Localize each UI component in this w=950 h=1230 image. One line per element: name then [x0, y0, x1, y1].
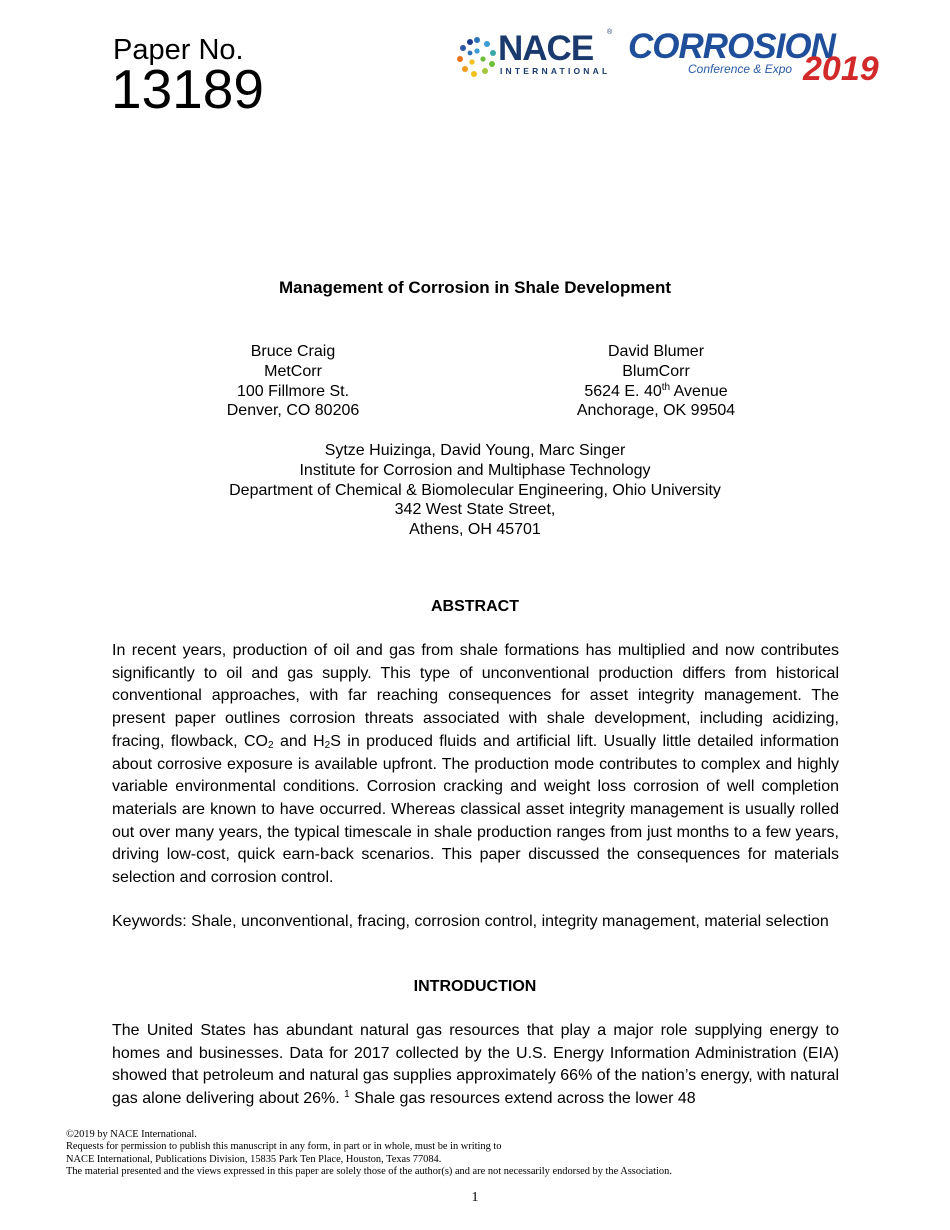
corrosion-logo-subtitle: Conference & Expo [688, 62, 793, 76]
footer-line: Requests for permission to publish this manuscript in any form, in part or in whole, must be in writing to [66, 1141, 502, 1153]
introduction-paragraph: The United States has abundant natural gas resources that play a major role supplying energy to homes and businesses. Data for 2017 collected by the U.S. Energy Information Administration (EIA) showed that petroleum and natural gas supplies approximately 66% of the nation’s energy, with natural gas alone delivering about 26%. $^1$ Shale gas resources extend across the lower 48 [112, 1022, 839, 1108]
keywords-paragraph: Keywords: Shale, unconventional, fracing, corrosion control, integrity management, material selection [112, 913, 829, 930]
abstract-paragraph: In recent years, production of oil and gas from shale formations has multiplied and now contributes significantly to oil and gas supply. This type of unconventional production differs from historical conventional approaches, with far reaching consequences for asset integrity management. The present paper outlines corrosion threats associated with shale development, including acidizing, fracing, flowback, $CO_2$ and $H_2S$ in produced fluids and artificial lift. Usually little detailed information about corrosive exposure is available upfront. The production mode contributes to complex and highly variable environmental conditions. Corrosion cracking and weight loss corrosion of well completion materials are known to have occurred. Whereas classical asset integrity management is usually rolled out over many years, the typical timescale in shale production ranges from just months to a few years, driving low-cost, quick earn-back scenarios. This paper discussed the consequences for materials selection and corrosion control. [112, 642, 840, 887]
author-company: MetCorr [264, 362, 322, 380]
author-block-right [556, 342, 756, 421]
introduction-heading: INTRODUCTION [413, 978, 537, 995]
author-street: 342 West State Street, [394, 501, 556, 519]
abstract-heading: ABSTRACT [431, 598, 519, 615]
corrosion-logo-text: CORROSION [628, 27, 835, 66]
author-city: Denver, CO 80206 [226, 402, 360, 420]
paper-number: 13189 [111, 58, 264, 120]
footer-line: The material presented and the views expressed in this paper are solely those of the author(s) and are not necessarily endorsed by the Association. [66, 1165, 672, 1177]
nace-logo-text: NACE [498, 29, 594, 68]
corrosion-logo-year: 2019 [803, 50, 879, 88]
author-street: 100 Fillmore St. [236, 382, 350, 400]
paper-title: Management of Corrosion in Shale Development [278, 278, 671, 297]
author-block-left [193, 342, 393, 421]
footer-line: ©2019 by NACE International. [66, 1129, 197, 1140]
reference-mark: 1 [344, 1089, 350, 1101]
nace-registered-mark: ® [607, 29, 613, 36]
author-institute: Institute for Corrosion and Multiphase Technology [299, 461, 651, 479]
author-department: Department of Chemical & Biomolecular Engineering, Ohio University [229, 481, 721, 499]
page-number: 1 [471, 1190, 479, 1205]
author-street: 5624 E. 40th Avenue [584, 381, 728, 400]
nace-logo-subtitle: INTERNATIONAL [500, 66, 611, 76]
paper-label: Paper No. [113, 34, 244, 66]
author-names: Sytze Huizinga, David Young, Marc Singer [324, 442, 626, 459]
author-block-group [150, 441, 800, 540]
footer-line: NACE International, Publications Division, 15835 Park Ten Place, Houston, Texas 77084. [66, 1153, 442, 1165]
author-company: BlumCorr [622, 362, 690, 380]
author-name: Bruce Craig [250, 343, 336, 360]
copyright-footer [66, 1129, 672, 1178]
author-city: Anchorage, OK 99504 [576, 402, 736, 420]
author-name: David Blumer [607, 343, 705, 360]
author-city: Athens, OH 45701 [409, 521, 541, 539]
